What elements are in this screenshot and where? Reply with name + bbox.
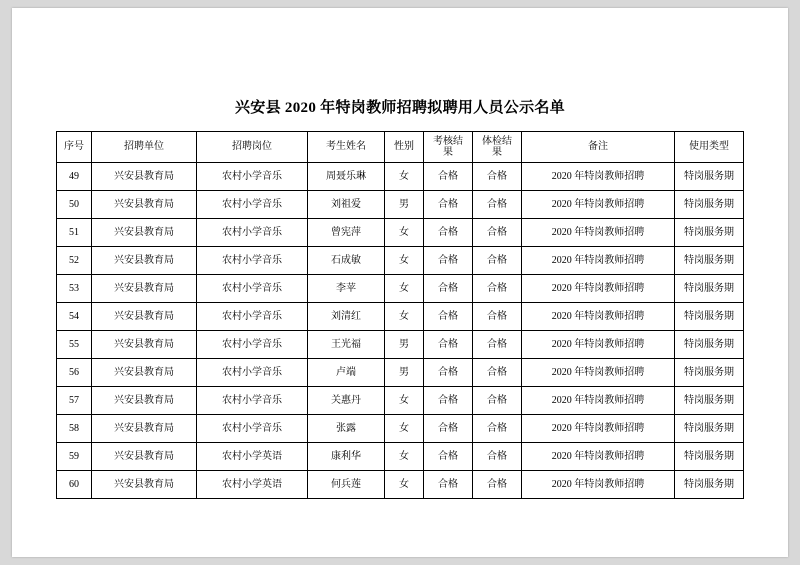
cell-note: 2020 年特岗教师招聘	[522, 443, 675, 471]
table-header-row	[57, 132, 744, 163]
cell-name: 石成敏	[308, 247, 385, 275]
cell-name: 刘清红	[308, 303, 385, 331]
cell-no: 59	[57, 443, 92, 471]
column-header-unit: 招聘单位	[92, 132, 197, 163]
cell-unit: 兴安县教育局	[92, 247, 197, 275]
cell-type: 特岗服务期	[675, 303, 744, 331]
column-header-exam-result	[424, 132, 473, 163]
cell-name: 关惠丹	[308, 387, 385, 415]
column-header-exam-result-line2: 果	[443, 147, 453, 158]
cell-note: 2020 年特岗教师招聘	[522, 359, 675, 387]
cell-medical: 合格	[473, 415, 522, 443]
cell-note: 2020 年特岗教师招聘	[522, 163, 675, 191]
cell-no: 57	[57, 387, 92, 415]
cell-exam: 合格	[424, 247, 473, 275]
document-page	[12, 8, 788, 557]
cell-exam: 合格	[424, 359, 473, 387]
cell-unit: 兴安县教育局	[92, 303, 197, 331]
cell-type: 特岗服务期	[675, 163, 744, 191]
cell-no: 52	[57, 247, 92, 275]
cell-name: 曾宪萍	[308, 219, 385, 247]
cell-type: 特岗服务期	[675, 359, 744, 387]
cell-sex: 男	[385, 191, 424, 219]
cell-sex: 女	[385, 303, 424, 331]
cell-no: 55	[57, 331, 92, 359]
cell-exam: 合格	[424, 443, 473, 471]
cell-no: 56	[57, 359, 92, 387]
cell-name: 卢端	[308, 359, 385, 387]
column-header-medical-result-line1: 体检结	[482, 136, 512, 147]
cell-type: 特岗服务期	[675, 275, 744, 303]
cell-unit: 兴安县教育局	[92, 219, 197, 247]
column-header-medical-result	[473, 132, 522, 163]
column-header-name: 考生姓名	[308, 132, 385, 163]
cell-post: 农村小学音乐	[197, 415, 308, 443]
table-row	[57, 163, 744, 191]
column-header-note: 备注	[522, 132, 675, 163]
table-row	[57, 247, 744, 275]
cell-medical: 合格	[473, 303, 522, 331]
cell-sex: 女	[385, 247, 424, 275]
cell-sex: 男	[385, 359, 424, 387]
cell-name: 李苹	[308, 275, 385, 303]
table-row	[57, 443, 744, 471]
cell-name: 康利华	[308, 443, 385, 471]
table-row	[57, 275, 744, 303]
cell-name: 刘祖爱	[308, 191, 385, 219]
cell-name: 张露	[308, 415, 385, 443]
cell-sex: 女	[385, 471, 424, 499]
table-row	[57, 387, 744, 415]
cell-post: 农村小学音乐	[197, 303, 308, 331]
cell-no: 53	[57, 275, 92, 303]
cell-post: 农村小学音乐	[197, 331, 308, 359]
table-row	[57, 415, 744, 443]
cell-type: 特岗服务期	[675, 247, 744, 275]
cell-medical: 合格	[473, 471, 522, 499]
cell-post: 农村小学音乐	[197, 163, 308, 191]
cell-type: 特岗服务期	[675, 191, 744, 219]
cell-post: 农村小学音乐	[197, 191, 308, 219]
column-header-medical-result-line2: 果	[492, 147, 502, 158]
cell-medical: 合格	[473, 359, 522, 387]
cell-exam: 合格	[424, 471, 473, 499]
cell-post: 农村小学音乐	[197, 247, 308, 275]
cell-unit: 兴安县教育局	[92, 471, 197, 499]
table-row	[57, 471, 744, 499]
cell-sex: 男	[385, 331, 424, 359]
cell-unit: 兴安县教育局	[92, 331, 197, 359]
cell-post: 农村小学音乐	[197, 219, 308, 247]
cell-note: 2020 年特岗教师招聘	[522, 275, 675, 303]
cell-unit: 兴安县教育局	[92, 415, 197, 443]
cell-unit: 兴安县教育局	[92, 275, 197, 303]
cell-post: 农村小学音乐	[197, 387, 308, 415]
cell-exam: 合格	[424, 387, 473, 415]
cell-note: 2020 年特岗教师招聘	[522, 191, 675, 219]
cell-unit: 兴安县教育局	[92, 359, 197, 387]
table-row	[57, 303, 744, 331]
cell-no: 58	[57, 415, 92, 443]
column-header-type: 使用类型	[675, 132, 744, 163]
cell-type: 特岗服务期	[675, 471, 744, 499]
cell-unit: 兴安县教育局	[92, 191, 197, 219]
cell-name: 王光福	[308, 331, 385, 359]
cell-no: 50	[57, 191, 92, 219]
cell-unit: 兴安县教育局	[92, 163, 197, 191]
cell-post: 农村小学音乐	[197, 275, 308, 303]
cell-medical: 合格	[473, 331, 522, 359]
column-header-sex: 性别	[385, 132, 424, 163]
cell-note: 2020 年特岗教师招聘	[522, 387, 675, 415]
cell-note: 2020 年特岗教师招聘	[522, 471, 675, 499]
cell-medical: 合格	[473, 443, 522, 471]
column-header-exam-result-line1: 考核结	[433, 136, 463, 147]
table-container	[12, 131, 788, 499]
column-header-no: 序号	[57, 132, 92, 163]
cell-exam: 合格	[424, 219, 473, 247]
cell-unit: 兴安县教育局	[92, 387, 197, 415]
cell-note: 2020 年特岗教师招聘	[522, 415, 675, 443]
cell-exam: 合格	[424, 163, 473, 191]
table-body	[57, 163, 744, 499]
cell-medical: 合格	[473, 191, 522, 219]
cell-sex: 女	[385, 387, 424, 415]
cell-type: 特岗服务期	[675, 219, 744, 247]
cell-sex: 女	[385, 163, 424, 191]
cell-no: 51	[57, 219, 92, 247]
cell-exam: 合格	[424, 331, 473, 359]
cell-no: 54	[57, 303, 92, 331]
cell-post: 农村小学英语	[197, 443, 308, 471]
cell-sex: 女	[385, 415, 424, 443]
cell-medical: 合格	[473, 163, 522, 191]
cell-no: 49	[57, 163, 92, 191]
cell-exam: 合格	[424, 275, 473, 303]
cell-medical: 合格	[473, 219, 522, 247]
cell-post: 农村小学英语	[197, 471, 308, 499]
table-header	[57, 132, 744, 163]
cell-sex: 女	[385, 275, 424, 303]
cell-unit: 兴安县教育局	[92, 443, 197, 471]
cell-exam: 合格	[424, 191, 473, 219]
cell-type: 特岗服务期	[675, 415, 744, 443]
table-row	[57, 359, 744, 387]
cell-note: 2020 年特岗教师招聘	[522, 219, 675, 247]
cell-exam: 合格	[424, 415, 473, 443]
cell-no: 60	[57, 471, 92, 499]
table-row	[57, 331, 744, 359]
cell-name: 周聂乐琳	[308, 163, 385, 191]
cell-exam: 合格	[424, 303, 473, 331]
cell-medical: 合格	[473, 247, 522, 275]
cell-name: 何兵莲	[308, 471, 385, 499]
table-row	[57, 219, 744, 247]
cell-post: 农村小学音乐	[197, 359, 308, 387]
page-title: 兴安县 2020 年特岗教师招聘拟聘用人员公示名单	[234, 100, 565, 116]
cell-sex: 女	[385, 443, 424, 471]
cell-note: 2020 年特岗教师招聘	[522, 303, 675, 331]
cell-medical: 合格	[473, 387, 522, 415]
cell-medical: 合格	[473, 275, 522, 303]
cell-note: 2020 年特岗教师招聘	[522, 331, 675, 359]
table-row	[57, 191, 744, 219]
public-notice-table	[56, 131, 744, 499]
cell-type: 特岗服务期	[675, 443, 744, 471]
cell-note: 2020 年特岗教师招聘	[522, 247, 675, 275]
cell-type: 特岗服务期	[675, 387, 744, 415]
cell-sex: 女	[385, 219, 424, 247]
cell-type: 特岗服务期	[675, 331, 744, 359]
column-header-post: 招聘岗位	[197, 132, 308, 163]
